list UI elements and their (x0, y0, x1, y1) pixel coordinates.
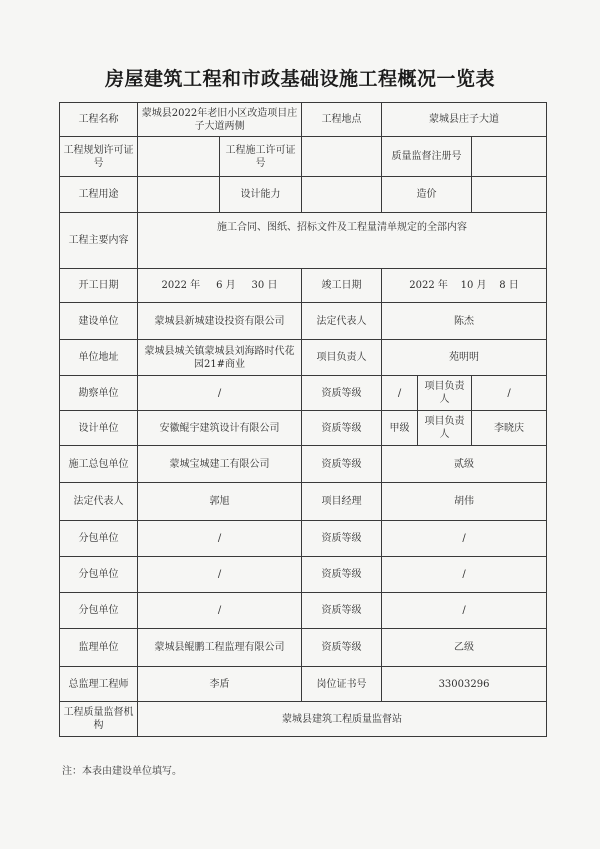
value-end-date (382, 269, 547, 303)
row-gc-people (60, 483, 547, 521)
label-gc-manager: 项目经理 (302, 483, 382, 521)
value-post-cert: 33003296 (382, 667, 547, 702)
label-design-unit: 设计单位 (60, 411, 138, 446)
value-unit-address: 蒙城县城关镇蒙城县刘海路时代花园21#商业 (138, 340, 302, 376)
start-month: 6 (216, 280, 223, 291)
value-design-lead: 李晓庆 (472, 411, 547, 446)
label-main-content: 工程主要内容 (60, 213, 138, 269)
value-sub-qual-3: / (382, 593, 547, 629)
label-project-location: 工程地点 (302, 103, 382, 137)
row-sub-3 (60, 593, 547, 629)
value-design-qual: 甲级 (382, 411, 418, 446)
value-project-location: 蒙城县庄子大道 (382, 103, 547, 137)
label-supervision-unit: 监理单位 (60, 629, 138, 667)
project-overview-table (59, 102, 547, 737)
start-day-unit: 日 (267, 280, 278, 291)
label-start-date: 开工日期 (60, 269, 138, 303)
label-gc-legal-rep: 法定代表人 (60, 483, 138, 521)
label-quality-reg: 质量监督注册号 (382, 137, 472, 177)
label-supervision-qual: 资质等级 (302, 629, 382, 667)
value-cost (472, 177, 547, 213)
value-survey-lead: / (472, 376, 547, 411)
end-day-unit: 日 (508, 280, 519, 291)
row-unit-address (60, 340, 547, 376)
row-project-name (60, 103, 547, 137)
start-year: 2022 (161, 280, 187, 291)
value-legal-rep: 陈杰 (382, 303, 547, 340)
label-sub-unit-3: 分包单位 (60, 593, 138, 629)
label-cost: 造价 (382, 177, 472, 213)
value-sub-unit-2: / (138, 557, 302, 593)
label-end-date: 竣工日期 (302, 269, 382, 303)
value-sub-qual-2: / (382, 557, 547, 593)
value-design-capacity (302, 177, 382, 213)
value-planning-permit (138, 137, 220, 177)
label-chief-supervisor: 总监理工程师 (60, 667, 138, 702)
value-supervision-qual: 乙级 (382, 629, 547, 667)
row-sub-1 (60, 521, 547, 557)
label-design-lead: 项目负责人 (418, 411, 472, 446)
label-survey-unit: 勘察单位 (60, 376, 138, 411)
value-gc-qual: 贰级 (382, 446, 547, 483)
value-quality-agency: 蒙城县建筑工程质量监督站 (138, 702, 547, 737)
end-month: 10 (460, 280, 474, 291)
end-year: 2022 (409, 280, 435, 291)
value-start-date (138, 269, 302, 303)
label-general-contractor: 施工总包单位 (60, 446, 138, 483)
end-day: 8 (499, 280, 506, 291)
label-sub-unit-2: 分包单位 (60, 557, 138, 593)
value-developer: 蒙城县新城建设投资有限公司 (138, 303, 302, 340)
row-supervision (60, 629, 547, 667)
row-sub-2 (60, 557, 547, 593)
row-survey (60, 376, 547, 411)
label-construction-permit: 工程施工许可证号 (220, 137, 302, 177)
value-sub-unit-3: / (138, 593, 302, 629)
end-year-unit: 年 (437, 280, 448, 291)
label-design-qual: 资质等级 (302, 411, 382, 446)
label-design-capacity: 设计能力 (220, 177, 302, 213)
label-legal-rep: 法定代表人 (302, 303, 382, 340)
value-sub-unit-1: / (138, 521, 302, 557)
row-design (60, 411, 547, 446)
label-sub-qual-2: 资质等级 (302, 557, 382, 593)
value-survey-unit: / (138, 376, 302, 411)
row-chief-supervisor (60, 667, 547, 702)
end-month-unit: 月 (476, 280, 487, 291)
value-general-contractor: 蒙城宝城建工有限公司 (138, 446, 302, 483)
value-purpose (138, 177, 220, 213)
row-purpose (60, 177, 547, 213)
page-title: 房屋建筑工程和市政基础设施工程概况一览表 (104, 68, 495, 90)
value-main-content: 施工合同、图纸、招标文件及工程量清单规定的全部内容 (138, 213, 547, 269)
start-year-unit: 年 (190, 280, 201, 291)
value-construction-permit (302, 137, 382, 177)
value-survey-qual: / (382, 376, 418, 411)
label-developer: 建设单位 (60, 303, 138, 340)
row-main-content (60, 213, 547, 269)
start-day: 30 (251, 280, 265, 291)
label-gc-qual: 资质等级 (302, 446, 382, 483)
row-quality-agency (60, 702, 547, 737)
row-dates (60, 269, 547, 303)
value-chief-supervisor: 李盾 (138, 667, 302, 702)
value-gc-legal-rep: 郭旭 (138, 483, 302, 521)
start-month-unit: 月 (225, 280, 236, 291)
label-sub-unit-1: 分包单位 (60, 521, 138, 557)
value-project-lead: 苑明明 (382, 340, 547, 376)
label-survey-qual: 资质等级 (302, 376, 382, 411)
label-survey-lead: 项目负责人 (418, 376, 472, 411)
value-project-name: 蒙城县2022年老旧小区改造项目庄子大道两侧 (138, 103, 302, 137)
value-quality-reg (472, 137, 547, 177)
row-developer (60, 303, 547, 340)
row-permits (60, 137, 547, 177)
label-post-cert: 岗位证书号 (302, 667, 382, 702)
label-sub-qual-1: 资质等级 (302, 521, 382, 557)
value-sub-qual-1: / (382, 521, 547, 557)
label-quality-agency: 工程质量监督机构 (60, 702, 138, 737)
label-purpose: 工程用途 (60, 177, 138, 213)
label-project-name: 工程名称 (60, 103, 138, 137)
label-project-lead: 项目负责人 (302, 340, 382, 376)
label-planning-permit: 工程规划许可证号 (60, 137, 138, 177)
footnote: 注：本表由建设单位填写。 (62, 766, 182, 777)
value-gc-manager: 胡伟 (382, 483, 547, 521)
value-supervision-unit: 蒙城县鲲鹏工程监理有限公司 (138, 629, 302, 667)
label-sub-qual-3: 资质等级 (302, 593, 382, 629)
label-unit-address: 单位地址 (60, 340, 138, 376)
row-general-contractor (60, 446, 547, 483)
value-design-unit: 安徽鲲宇建筑设计有限公司 (138, 411, 302, 446)
